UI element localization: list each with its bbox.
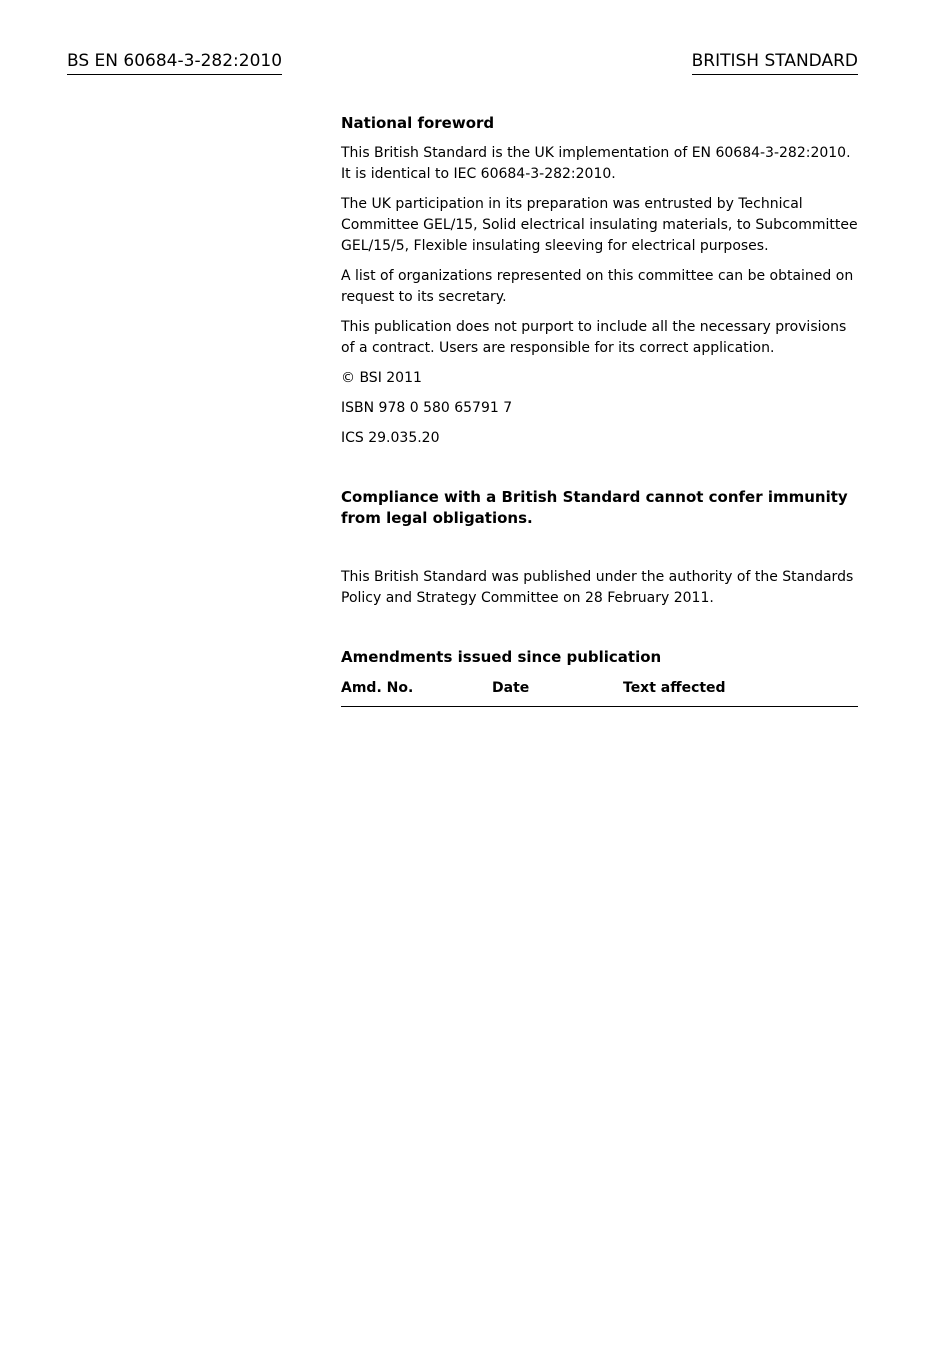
column-header-date: Date <box>492 680 530 696</box>
document-number: BS EN 60684-3-282:2010 <box>67 49 282 75</box>
isbn-line: ISBN 978 0 580 65791 7 <box>341 400 513 416</box>
publication-note: This British Standard was published under the authority of the Standards Policy and Strategy Committee on 28 February 2011. <box>341 569 854 606</box>
foreword-paragraph: The UK participation in its preparation was entrusted by Technical Committee GEL/15, Solid electrical insulating materials, to Subcommittee GEL/15/5, Flexible insulating sleeving for electrical purposes. <box>341 196 858 254</box>
foreword-paragraph: This British Standard is the UK implementation of EN 60684-3-282:2010. It is identical to IEC 60684-3-282:2010. <box>341 145 851 182</box>
ics-line: ICS 29.035.20 <box>341 430 440 446</box>
foreword-paragraph: This publication does not purport to include all the necessary provisions of a contract. Users are responsible for its correct application. <box>341 319 847 356</box>
compliance-statement: Compliance with a British Standard cannot confer immunity from legal obligations. <box>341 488 848 527</box>
foreword-title: National foreword <box>341 114 495 132</box>
amendments-table-header <box>341 678 858 707</box>
document-type: BRITISH STANDARD <box>692 49 858 75</box>
column-header-amd-no: Amd. No. <box>341 680 414 696</box>
amendments-title: Amendments issued since publication <box>341 648 662 666</box>
copyright-line: © BSI 2011 <box>341 370 422 386</box>
column-header-text-affected: Text affected <box>623 680 726 696</box>
main-content <box>341 113 858 707</box>
foreword-paragraph: A list of organizations represented on this committee can be obtained on request to its secretary. <box>341 268 854 305</box>
